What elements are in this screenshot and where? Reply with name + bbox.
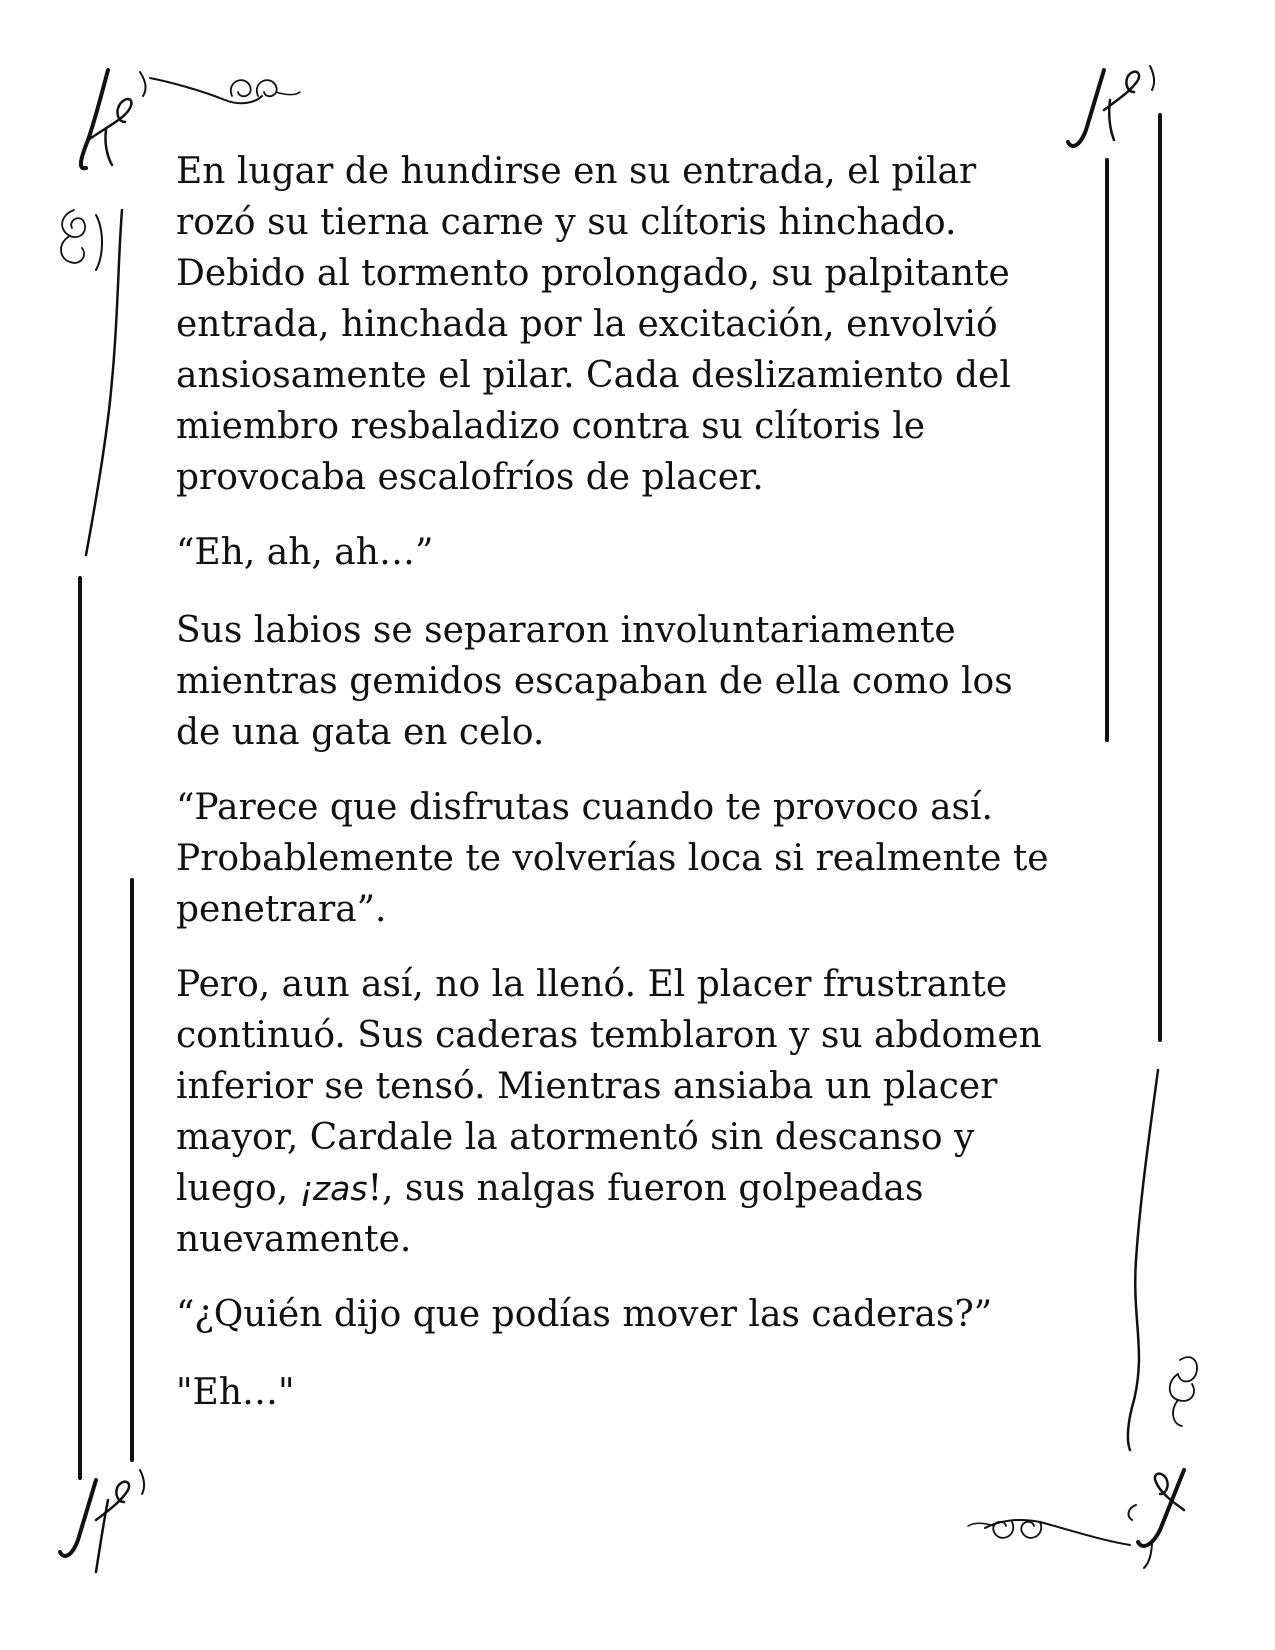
onomatopoeia-emphasis: ¡zas [299,1169,368,1208]
dialog-line-1: “Eh, ah, ah…” [176,532,434,573]
dialog-line-2: “¿Quién dijo que podías mover las caderas?” [176,1294,993,1335]
paragraph-5 [176,959,1106,1265]
paragraph-4: “Parece que disfrutas cuando te provoco así. Probablemente te volverías loca si realmente te penetrara”. [176,787,1049,930]
body-text [176,146,1106,1445]
paragraph-5-end: !, sus nalgas fueron golpeadas nuevamente. [176,1168,924,1260]
paragraph-3: Sus labios se separaron involuntariamente mientras gemidos escapaban de ella como los de una gata en celo. [176,610,1013,753]
flourish-top-right-icon [1068,66,1154,146]
paragraph-5-start: Pero, aun así, no la llenó. El placer frustrante continuó. Sus caderas temblaron y su abdomen inferior se tensó. Mientras ansiaba un placer mayor, Cardale la atormentó sin descanso y luego, [176,964,1042,1209]
paragraph-1: En lugar de hundirse en su entrada, el pilar rozó su tierna carne y su clítoris hinchado. Debido al tormento prolongado, su palpitante entrada, hinchada por la excitación, envolvió ansiosamente el pilar. Cada deslizamiento del miembro resbaladizo contra su clítoris le provocaba escalofríos de placer. [176,151,1011,498]
dialog-line-3: "Eh…" [176,1372,295,1413]
flourish-bottom-left-icon [60,1470,144,1572]
